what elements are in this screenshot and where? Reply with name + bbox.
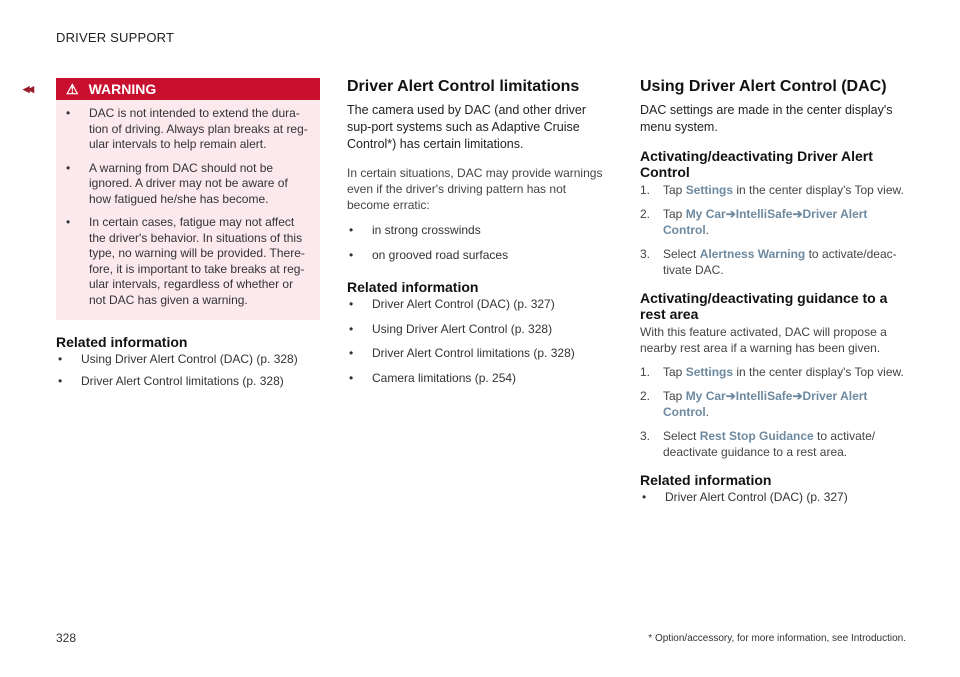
related-list — [56, 352, 320, 389]
warning-triangle-icon: ⚠ — [66, 80, 79, 97]
arrow-right-icon: ➔ — [725, 389, 736, 403]
step: 2. Tap My Car➔IntelliSafe➔Driver Alert Control. — [640, 207, 868, 237]
arrow-right-icon: ➔ — [792, 207, 803, 221]
using-lead: DAC settings are made in the center display's menu system. — [640, 103, 893, 134]
related-heading: Related information — [347, 279, 479, 295]
list-item: • on grooved road surfaces — [349, 247, 509, 262]
related-link[interactable]: • Driver Alert Control limitations (p. 328) — [349, 346, 575, 360]
list-item: • in strong crosswinds — [349, 223, 481, 237]
column-limitations — [347, 78, 610, 392]
step: 1. Tap Settings in the center display's Top view. — [640, 365, 904, 379]
column-warning — [56, 78, 320, 395]
related-link[interactable]: • Driver Alert Control limitations (p. 328) — [58, 373, 284, 388]
section-header: DRIVER SUPPORT — [56, 30, 175, 45]
step: 3. Select Rest Stop Guidance to activate/ deactivate guidance to a rest area. — [640, 429, 876, 459]
step: 3. Select Alertness Warning to activate/deac-tivate DAC. — [640, 247, 897, 277]
related-link[interactable]: • Driver Alert Control (DAC) (p. 327) — [349, 297, 555, 311]
column-using-dac — [640, 78, 906, 512]
related-link[interactable]: • Using Driver Alert Control (DAC) (p. 328) — [58, 352, 298, 366]
step: 1. Tap Settings in the center display's Top view. — [640, 183, 904, 197]
guidance-body: With this feature activated, DAC will propose a nearby rest area if a warning has been given. — [640, 325, 887, 355]
activate-heading: Activating/deactivating Driver Alert Control — [640, 148, 873, 180]
related-link[interactable]: • Camera limitations (p. 254) — [349, 370, 517, 385]
limitations-body: In certain situations, DAC may provide warnings even if the driver's driving pattern has not become erratic: — [347, 166, 603, 212]
activate-steps — [640, 182, 906, 278]
arrow-right-icon: ➔ — [792, 389, 803, 403]
footnote: * Option/accessory, for more information, see Introduction. — [648, 633, 906, 644]
warning-title: WARNING — [88, 81, 157, 97]
related-list — [640, 490, 906, 506]
limitations-title: Driver Alert Control limitations — [347, 78, 580, 95]
conditions-list — [347, 223, 610, 263]
warning-item: • DAC is not intended to extend the dura-tion of driving. Always plan breaks at reg-ular intervals to help remain alert. — [66, 106, 308, 151]
page-number: 328 — [56, 631, 77, 645]
warning-item: • In certain cases, fatigue may not affect the driver's behavior. In situations of this type, no warning will be provided. There-fore, it is important to take breaks at reg-ular intervals, regardless of whether or not DAC has given a warning. — [66, 215, 305, 307]
arrow-right-icon: ➔ — [725, 207, 736, 221]
previous-page-marker-icon: ◂◂ — [23, 81, 33, 96]
warning-header — [56, 78, 320, 100]
related-list — [347, 297, 610, 386]
guidance-steps — [640, 364, 906, 460]
guidance-heading: Activating/deactivating guidance to a rest area — [640, 290, 888, 322]
using-title: Using Driver Alert Control (DAC) — [640, 78, 887, 95]
limitations-lead: The camera used by DAC (and other driver sup-port systems such as Adaptive Cruise Control*) has certain limitations. — [347, 103, 586, 151]
related-heading: Related information — [640, 472, 772, 488]
warning-box — [56, 100, 320, 320]
step: 2. Tap My Car➔IntelliSafe➔Driver Alert Control. — [640, 389, 868, 419]
related-link[interactable]: • Using Driver Alert Control (p. 328) — [349, 321, 553, 336]
related-link[interactable]: • Driver Alert Control (DAC) (p. 327) — [642, 490, 848, 504]
related-heading: Related information — [56, 334, 188, 350]
menu-keyword: Settings — [685, 183, 734, 197]
warning-item: • A warning from DAC should not be ignored. A driver may not be aware of how fatigued he/she has become. — [66, 160, 288, 206]
